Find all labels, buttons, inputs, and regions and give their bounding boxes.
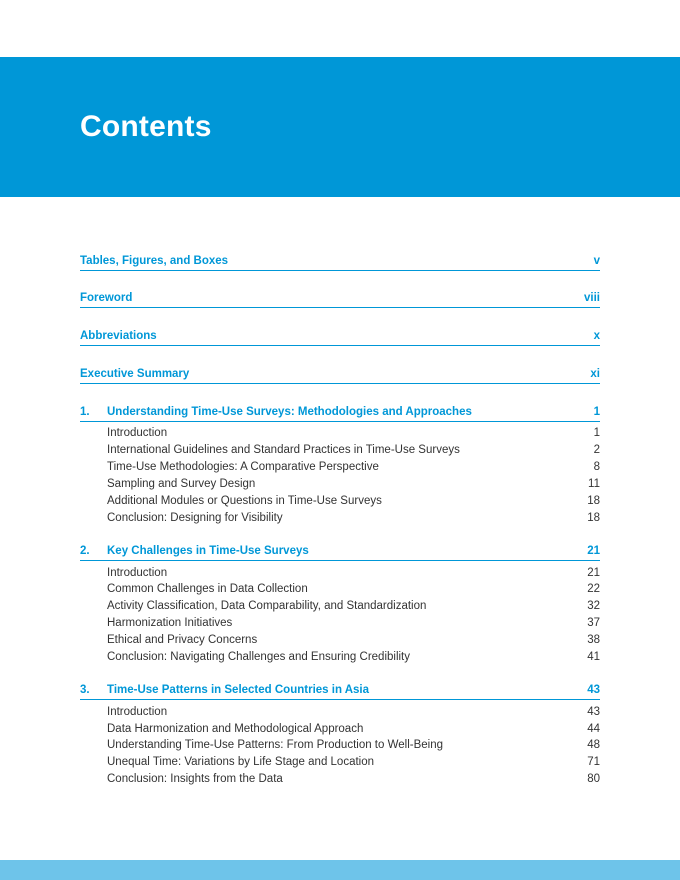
chapter-number: 3.: [80, 684, 90, 696]
toc-entry-foreword[interactable]: [80, 291, 600, 308]
toc-section[interactable]: [107, 459, 600, 476]
toc-section[interactable]: [107, 476, 600, 493]
section-title: Understanding Time-Use Patterns: From Production to Well-Being: [107, 739, 443, 751]
section-page: 1: [593, 427, 600, 439]
section-page: 8: [593, 461, 600, 473]
section-page: 41: [587, 651, 600, 663]
toc-entry-page: v: [593, 255, 600, 267]
section-title: Time-Use Methodologies: A Comparative Perspective: [107, 461, 379, 473]
chapter-title: Understanding Time-Use Surveys: Methodologies and Approaches: [107, 406, 472, 418]
section-title: Introduction: [107, 706, 168, 718]
section-title: Conclusion: Designing for Visibility: [107, 512, 283, 524]
section-page: 43: [587, 706, 600, 718]
toc-entry-title: Tables, Figures, and Boxes: [80, 255, 229, 267]
toc-entry-abbreviations[interactable]: [80, 329, 600, 346]
section-title: Activity Classification, Data Comparability, and Standardization: [107, 600, 427, 612]
section-page: 22: [587, 583, 600, 595]
toc-chapter-2[interactable]: [80, 544, 600, 561]
toc-section[interactable]: [107, 632, 600, 649]
section-title: Introduction: [107, 427, 168, 439]
section-title: Conclusion: Navigating Challenges and Ensuring Credibility: [107, 651, 411, 663]
section-page: 18: [587, 495, 600, 507]
chapter-title: Time-Use Patterns in Selected Countries in Asia: [107, 684, 370, 696]
section-title: Unequal Time: Variations by Life Stage and Location: [107, 756, 375, 768]
toc-section[interactable]: [107, 754, 600, 771]
section-page: 2: [593, 444, 600, 456]
toc-section[interactable]: [107, 510, 600, 527]
footer-band: [0, 860, 680, 880]
toc-entry-title: Abbreviations: [80, 330, 157, 342]
toc-chapter-1[interactable]: [80, 405, 600, 422]
toc-section[interactable]: [107, 442, 600, 459]
chapter-page: 21: [587, 545, 600, 557]
toc-entry-page: viii: [584, 292, 600, 304]
section-page: 11: [588, 478, 600, 490]
section-title: Common Challenges in Data Collection: [107, 583, 308, 595]
toc-chapter-3[interactable]: [80, 683, 600, 700]
toc-entry-page: x: [593, 330, 600, 342]
toc-section[interactable]: [107, 704, 600, 721]
toc-section[interactable]: [107, 615, 600, 632]
section-title: Conclusion: Insights from the Data: [107, 773, 283, 785]
section-page: 21: [587, 567, 600, 579]
section-page: 37: [587, 617, 600, 629]
section-title: Ethical and Privacy Concerns: [107, 634, 258, 646]
toc-section[interactable]: [107, 581, 600, 598]
chapter-number: 1.: [80, 406, 90, 418]
toc-entry-title: Foreword: [80, 292, 133, 304]
chapter-page: 1: [593, 406, 600, 418]
section-page: 32: [587, 600, 600, 612]
toc-entry-tables-figures-boxes[interactable]: [80, 254, 600, 271]
toc-section[interactable]: [107, 721, 600, 738]
toc-section[interactable]: [107, 771, 600, 788]
toc-entry-title: Executive Summary: [80, 368, 190, 380]
section-page: 38: [587, 634, 600, 646]
section-page: 71: [587, 756, 600, 768]
section-page: 44: [587, 723, 600, 735]
toc-section[interactable]: [107, 493, 600, 510]
toc-section[interactable]: [107, 649, 600, 666]
section-title: Harmonization Initiatives: [107, 617, 233, 629]
page-title: Contents: [80, 110, 212, 143]
toc-entry-executive-summary[interactable]: [80, 367, 600, 384]
chapter-number: 2.: [80, 545, 90, 557]
toc-section[interactable]: [107, 425, 600, 442]
toc-section[interactable]: [107, 565, 600, 582]
toc-section[interactable]: [107, 737, 600, 754]
toc-section[interactable]: [107, 598, 600, 615]
toc-entry-page: xi: [590, 368, 600, 380]
section-title: Introduction: [107, 567, 168, 579]
section-title: Data Harmonization and Methodological Approach: [107, 723, 364, 735]
section-page: 18: [587, 512, 600, 524]
section-title: Sampling and Survey Design: [107, 478, 256, 490]
section-page: 48: [587, 739, 600, 751]
chapter-title: Key Challenges in Time-Use Surveys: [107, 545, 309, 557]
section-page: 80: [587, 773, 600, 785]
chapter-page: 43: [587, 684, 600, 696]
section-title: Additional Modules or Questions in Time-Use Surveys: [107, 495, 382, 507]
section-title: International Guidelines and Standard Practices in Time-Use Surveys: [107, 444, 460, 456]
